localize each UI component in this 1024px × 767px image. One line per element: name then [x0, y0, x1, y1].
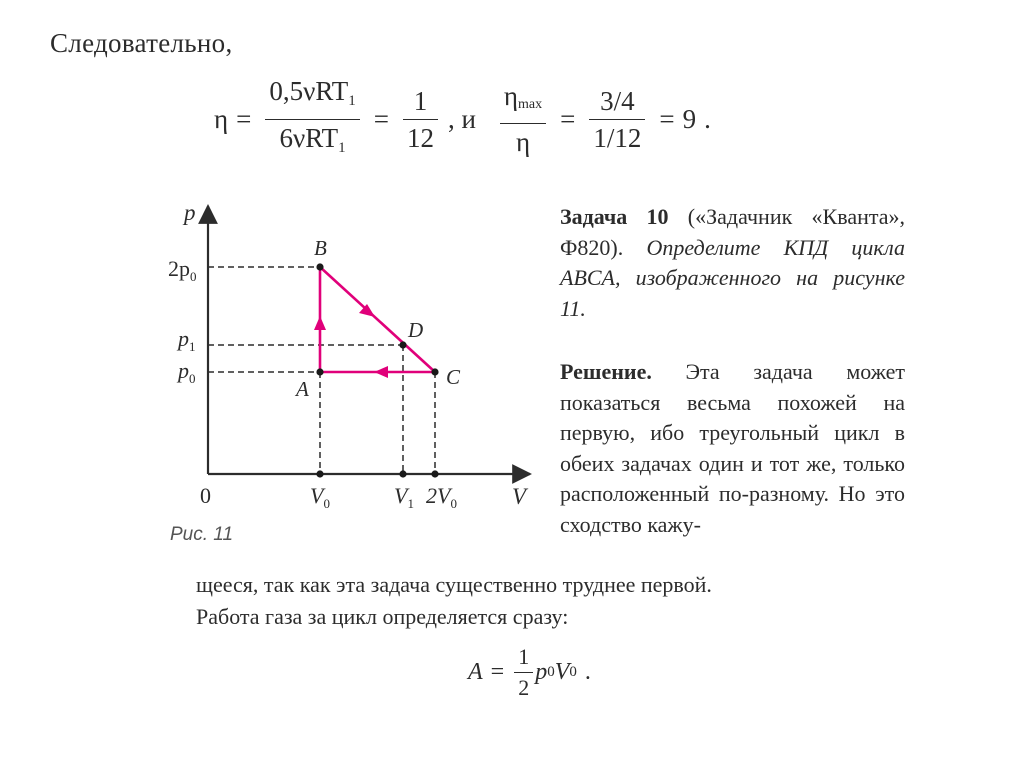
fraction-1-numerator-sub: 1	[348, 92, 356, 109]
task-block	[560, 202, 905, 324]
tick-v1-dot	[399, 470, 406, 477]
point-a-label: A	[296, 377, 309, 401]
work-fraction-denominator: 2	[518, 675, 530, 700]
point-b-label: B	[314, 236, 327, 260]
arrow-ca-icon	[374, 366, 388, 378]
fraction-1-denominator-sub: 1	[338, 139, 346, 156]
point-c-dot	[431, 368, 438, 375]
point-b-dot	[316, 263, 323, 270]
work-formula-period: .	[584, 659, 591, 685]
x-tick-v0	[310, 483, 330, 511]
x-tick-v0-sub: 0	[323, 496, 330, 511]
formula-period: .	[704, 103, 711, 134]
formula-ratio	[500, 78, 546, 160]
formula-fraction-3	[589, 83, 645, 156]
x-tick-v1-sub: 1	[407, 496, 414, 511]
fraction-3-numerator: 3/4	[600, 85, 635, 116]
work-fraction-numerator: 1	[518, 644, 530, 669]
y-tick-p0-main: p	[178, 358, 189, 383]
x-tick-2v0-main: 2V	[426, 483, 451, 508]
work-formula-v-sub: 0	[569, 664, 577, 680]
origin-label: 0	[200, 483, 211, 508]
formula-final-value: 9	[682, 103, 697, 134]
solution-continuation: щееся, так как эта задача существенно труднее первой.	[196, 572, 712, 597]
pv-diagram	[160, 192, 540, 522]
work-formula-p: p	[535, 659, 548, 685]
x-tick-v1	[394, 483, 414, 511]
fraction-3-denominator: 1/12	[593, 122, 642, 153]
y-tick-2p0-sub: 0	[190, 269, 197, 284]
y-tick-p1	[176, 326, 196, 354]
y-tick-p1-main: p	[178, 326, 189, 351]
x-tick-v0-main: V	[310, 483, 324, 508]
work-formula-fraction	[514, 642, 533, 703]
point-d-label: D	[408, 318, 424, 342]
formula-equals-4: =	[659, 103, 675, 134]
ratio-numerator: η	[503, 81, 519, 111]
task-heading: Задача 10	[560, 204, 669, 229]
y-tick-2p0-main: 2p	[168, 256, 190, 281]
work-line: Работа газа за цикл определяется сразу:	[196, 604, 569, 629]
solution-heading: Решение.	[560, 359, 652, 384]
fraction-2-numerator: 1	[413, 85, 428, 116]
tick-2v0-dot	[431, 470, 438, 477]
work-formula	[468, 642, 591, 703]
formula-conjunction: , и	[447, 103, 476, 134]
point-d-dot	[399, 341, 406, 348]
ratio-denominator: η	[515, 127, 531, 157]
efficiency-formula	[214, 75, 711, 160]
y-tick-p0	[176, 358, 196, 386]
y-tick-p0-sub: 0	[189, 371, 196, 386]
solution-block	[560, 357, 905, 541]
figure-caption: Рис. 11	[170, 524, 234, 545]
fraction-1-denominator: 6νRT	[279, 122, 339, 153]
work-formula-p-sub: 0	[547, 664, 555, 680]
y-tick-p1-sub: 1	[189, 339, 196, 354]
point-a-dot	[316, 368, 323, 375]
work-formula-equals: =	[490, 659, 505, 685]
ratio-numerator-sub: max	[518, 97, 543, 112]
tick-v0-dot	[316, 470, 323, 477]
y-tick-2p0	[168, 256, 197, 284]
work-formula-lhs: A	[468, 659, 483, 685]
formula-eta: η	[214, 103, 229, 134]
formula-fraction-2	[403, 83, 438, 156]
solution-text: Эта задача может показаться весьма похожей на первую, ибо треугольный цикл в обеих задачах один и тот же, только расположенный по-разному. Но это сходство кажу-	[560, 359, 905, 537]
fraction-1-numerator: 0,5νRT	[269, 75, 349, 106]
x-axis-label: V	[512, 484, 527, 509]
fraction-2-denominator: 12	[406, 122, 434, 153]
formula-equals-2: =	[373, 103, 389, 134]
x-tick-2v0-sub: 0	[450, 496, 457, 511]
formula-equals: =	[236, 103, 252, 134]
formula-equals-3: =	[560, 103, 576, 134]
point-c-label: C	[446, 365, 461, 389]
arrow-ab-icon	[314, 316, 326, 330]
task-question: Определите КПД цикла ABCA, изображенного на рисунке 11.	[560, 234, 905, 321]
task-source: («Задачник «Кванта», Ф820).	[560, 204, 905, 260]
x-tick-v1-main: V	[394, 483, 408, 508]
intro-text: Следовательно,	[50, 28, 233, 58]
work-formula-v: V	[554, 659, 570, 685]
x-tick-2v0	[426, 483, 457, 511]
formula-fraction-1	[265, 73, 359, 166]
y-axis-label: p	[184, 200, 196, 225]
